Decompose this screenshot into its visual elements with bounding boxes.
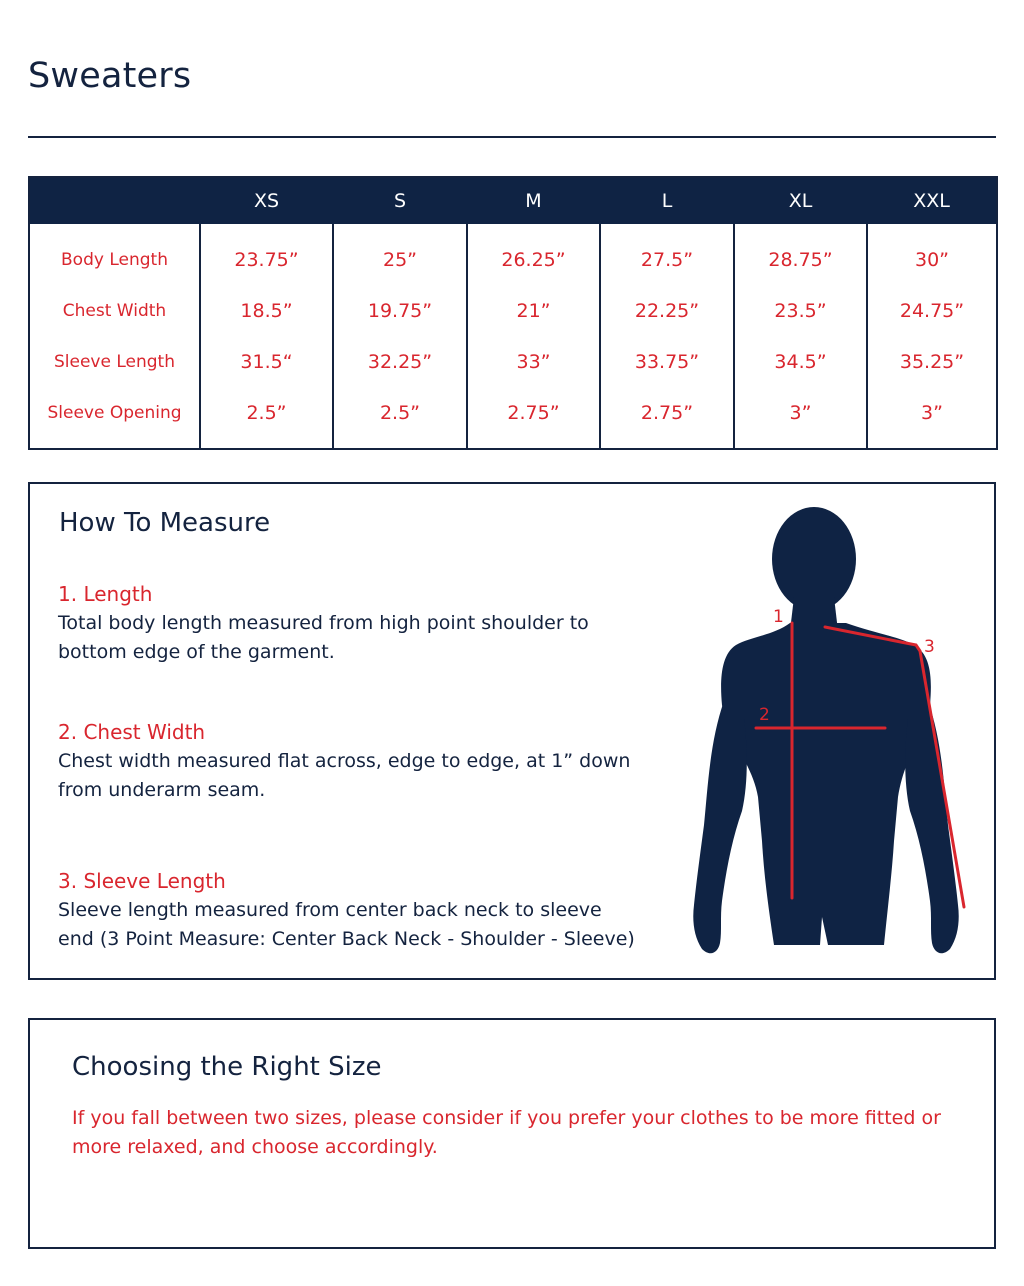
table-cell: 23.75” bbox=[200, 224, 333, 285]
table-cell: 32.25” bbox=[333, 336, 467, 387]
marker-label-sleeve: 3 bbox=[924, 637, 935, 657]
table-cell: 23.5” bbox=[734, 285, 867, 336]
table-cell: 26.25” bbox=[467, 224, 600, 285]
table-cell: 28.75” bbox=[734, 224, 867, 285]
size-header-xxl: XXL bbox=[867, 177, 997, 224]
table-row bbox=[29, 285, 997, 336]
measurement-figure bbox=[688, 505, 978, 965]
marker-label-chest: 2 bbox=[759, 705, 770, 725]
row-label: Sleeve Opening bbox=[47, 402, 182, 423]
choosing-text-line: more relaxed, and choose accordingly. bbox=[72, 1136, 438, 1158]
table-cell: 27.5” bbox=[600, 224, 734, 285]
measure-item-length bbox=[58, 580, 658, 667]
marker-label-length: 1 bbox=[773, 607, 784, 627]
table-cell: 22.25” bbox=[600, 285, 734, 336]
table-row bbox=[29, 336, 997, 387]
choosing-text-line: If you fall between two sizes, please consider if you prefer your clothes to be more fitted or bbox=[72, 1107, 941, 1129]
measure-description-line: Total body length measured from high point shoulder to bbox=[58, 612, 589, 634]
table-cell: 21” bbox=[467, 285, 600, 336]
size-header-m: M bbox=[467, 177, 600, 224]
row-label: Body Length bbox=[61, 249, 168, 270]
table-cell: 31.5“ bbox=[200, 336, 333, 387]
row-label: Sleeve Length bbox=[54, 351, 175, 372]
title-divider bbox=[28, 136, 996, 138]
size-header-l: L bbox=[600, 177, 734, 224]
row-label: Chest Width bbox=[62, 300, 167, 321]
table-row bbox=[29, 387, 997, 449]
size-header-xs: XS bbox=[200, 177, 333, 224]
choosing-size-text bbox=[72, 1104, 972, 1162]
size-header-row bbox=[29, 177, 997, 224]
size-chart-table bbox=[28, 176, 998, 450]
table-cell: 24.75” bbox=[867, 285, 997, 336]
table-cell: 33” bbox=[467, 336, 600, 387]
measure-description-line: bottom edge of the garment. bbox=[58, 641, 335, 663]
table-cell: 3” bbox=[734, 387, 867, 449]
table-cell: 19.75” bbox=[333, 285, 467, 336]
table-cell: 2.75” bbox=[467, 387, 600, 449]
table-cell: 2.75” bbox=[600, 387, 734, 449]
choosing-size-title: Choosing the Right Size bbox=[72, 1052, 382, 1082]
table-cell: 3” bbox=[867, 387, 997, 449]
measure-heading: 1. Length bbox=[58, 582, 153, 606]
table-cell: 25” bbox=[333, 224, 467, 285]
measure-heading: 2. Chest Width bbox=[58, 720, 206, 744]
measure-item-chest-width bbox=[58, 718, 658, 805]
table-cell: 34.5” bbox=[734, 336, 867, 387]
table-cell: 18.5” bbox=[200, 285, 333, 336]
body-silhouette-icon bbox=[693, 507, 958, 953]
size-header-xl: XL bbox=[734, 177, 867, 224]
table-cell: 2.5” bbox=[333, 387, 467, 449]
table-cell: 30” bbox=[867, 224, 997, 285]
table-cell: 35.25” bbox=[867, 336, 997, 387]
size-header-s: S bbox=[333, 177, 467, 224]
choosing-size-panel bbox=[28, 1018, 996, 1249]
measure-item-sleeve-length bbox=[58, 867, 658, 954]
measure-description-line: from underarm seam. bbox=[58, 779, 266, 801]
table-cell: 33.75” bbox=[600, 336, 734, 387]
header-corner bbox=[29, 177, 200, 224]
measure-description-line: Chest width measured flat across, edge to edge, at 1” down bbox=[58, 750, 631, 772]
measure-heading: 3. Sleeve Length bbox=[58, 869, 226, 893]
table-row bbox=[29, 224, 997, 285]
measure-description-line: end (3 Point Measure: Center Back Neck - Shoulder - Sleeve) bbox=[58, 928, 635, 950]
page-title: Sweaters bbox=[28, 56, 192, 96]
table-cell: 2.5” bbox=[200, 387, 333, 449]
measure-description-line: Sleeve length measured from center back neck to sleeve bbox=[58, 899, 602, 921]
how-to-measure-title: How To Measure bbox=[59, 508, 271, 538]
